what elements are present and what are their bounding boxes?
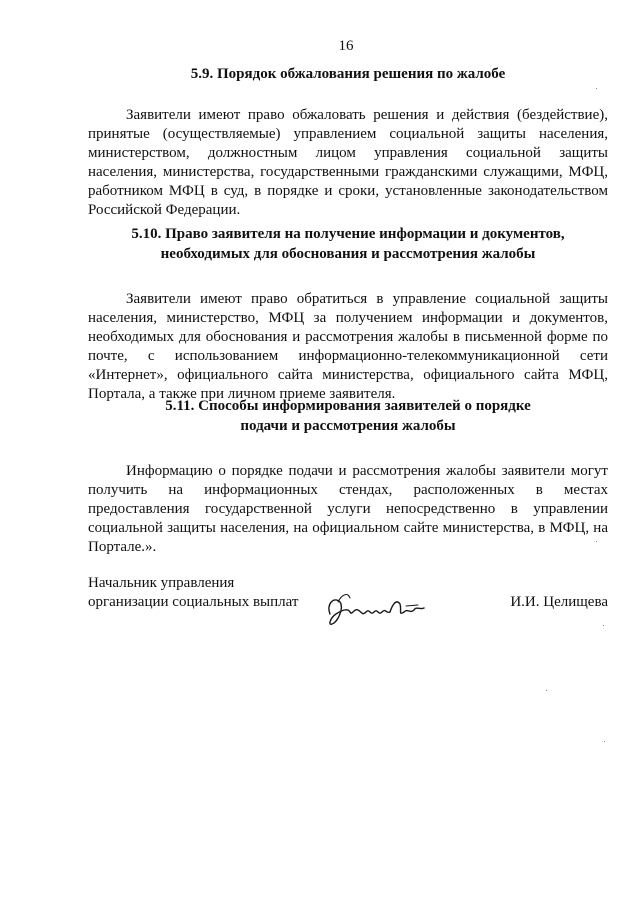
scan-speck — [603, 625, 604, 626]
signatory-name: И.И. Целищева — [510, 594, 608, 610]
section-heading-line-1: 5.10. Право заявителя на получение информации и документов, — [131, 226, 565, 242]
handwritten-signature — [320, 584, 430, 630]
signature-block — [88, 574, 608, 634]
scan-speck — [604, 741, 605, 742]
scan-speck — [596, 88, 597, 89]
section-heading — [88, 224, 608, 264]
signatory-title-line-2: организации социальных выплат — [88, 594, 299, 610]
section-heading-line-1: 5.11. Способы информирования заявителей о порядке — [165, 398, 531, 414]
section-paragraph: Информацию о порядке подачи и рассмотрения жалобы заявители могут получить на информационных стендах, расположенных в местах предоставления государственной услуги непосредственно в управлении социальной защиты населения, на официальном сайте министерства, в МФЦ, на Портале.». — [88, 463, 608, 555]
scan-speck — [596, 541, 597, 542]
section-heading-line-2: необходимых для обоснования и рассмотрения жалобы — [160, 246, 536, 262]
section-5-10 — [88, 224, 608, 404]
section-heading — [88, 396, 608, 436]
section-heading: 5.9. Порядок обжалования решения по жалобе — [190, 66, 506, 82]
section-paragraph: Заявители имеют право обжаловать решения и действия (бездействие), принятые (осуществляемые) управлением социальной защиты населения, министерством, должностным лицом управления социальной защиты населения, министерства, государственными гражданскими служащими, МФЦ, работником МФЦ в суд, в порядке и сроки, установленные законодательством Российской Федерации. — [88, 107, 608, 218]
signatory-title-line-1: Начальник управления — [88, 575, 235, 591]
page-number: 16 — [338, 38, 354, 54]
section-5-9 — [88, 64, 608, 220]
section-heading-line-2: подачи и рассмотрения жалобы — [240, 418, 456, 434]
section-5-11 — [88, 396, 608, 557]
section-paragraph: Заявители имеют право обратиться в управление социальной защиты населения, министерство, МФЦ за получением информации и документов, необходимых для обоснования и рассмотрения жалобы в письменной форме по почте, с использованием информационно-телекоммуникационной сети «Интернет», официального сайта министерства, официального сайта МФЦ, Портала, а также при личном приеме заявителя. — [88, 291, 608, 402]
scan-speck — [546, 690, 547, 691]
signatory-title — [88, 574, 298, 612]
